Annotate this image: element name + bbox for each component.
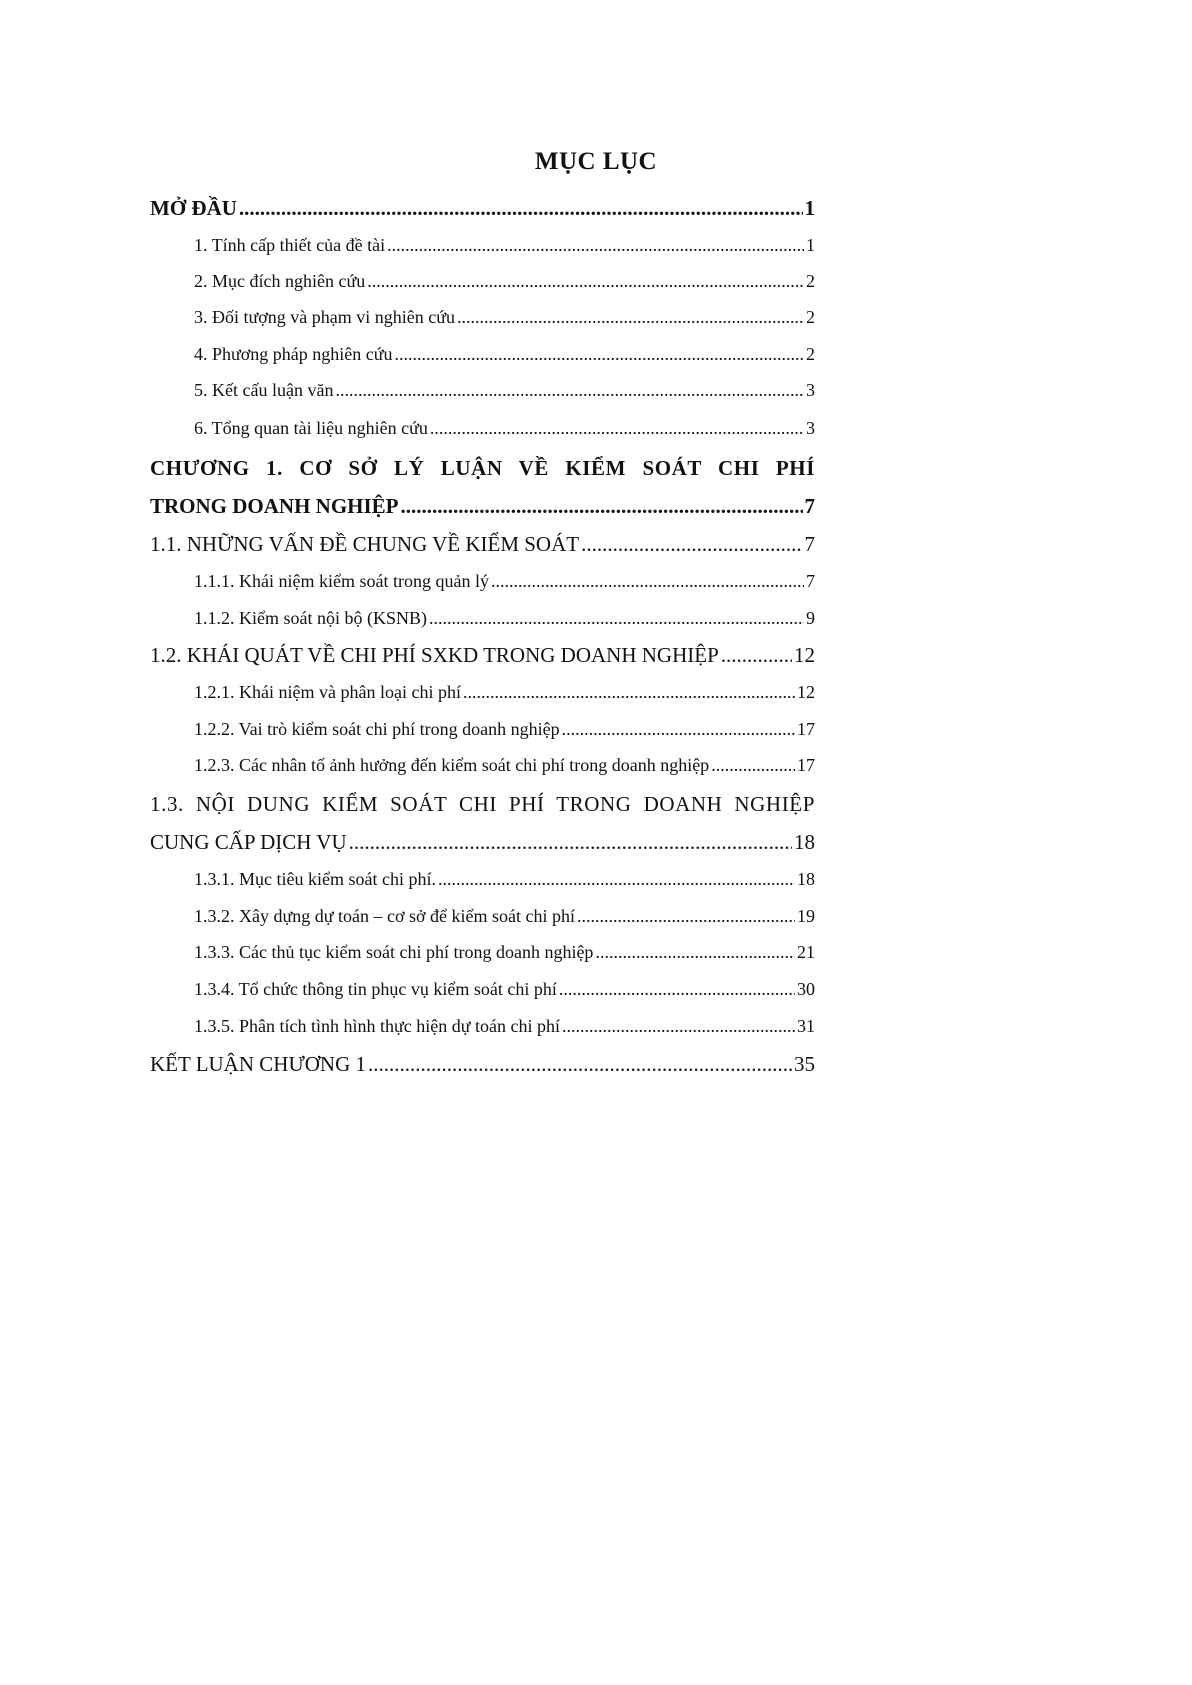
toc-entry-label: 1.3.1. Mục tiêu kiểm soát chi phí. bbox=[194, 869, 436, 889]
toc-entry-page: 17 bbox=[797, 755, 815, 775]
toc-entry-page: 17 bbox=[797, 719, 815, 739]
toc-entry-label: 1.2.2. Vai trò kiểm soát chi phí trong doanh nghiệp bbox=[194, 719, 560, 739]
dot-leader bbox=[368, 1052, 792, 1077]
dot-leader bbox=[239, 196, 803, 221]
toc-entry-label: 1.1.1. Khái niệm kiểm soát trong quản lý bbox=[194, 571, 489, 591]
dot-leader bbox=[335, 380, 804, 401]
toc-entry[interactable] bbox=[194, 271, 815, 292]
toc-entry-page: 18 bbox=[794, 830, 815, 854]
toc-entry-page: 2 bbox=[806, 271, 815, 291]
toc-entry-label: 4. Phương pháp nghiên cứu bbox=[194, 344, 393, 364]
toc-entry[interactable] bbox=[194, 906, 815, 927]
toc-entry-page: 7 bbox=[806, 571, 815, 591]
toc-entry-label: 1.3.5. Phân tích tình hình thực hiện dự toán chi phí bbox=[194, 1016, 560, 1036]
dot-leader bbox=[387, 235, 804, 256]
toc-entry-label: KẾT LUẬN CHƯƠNG 1 bbox=[150, 1052, 366, 1076]
toc-entry[interactable] bbox=[194, 979, 815, 1000]
toc-entry[interactable] bbox=[194, 1016, 815, 1037]
toc-entry-page: 21 bbox=[797, 942, 815, 962]
toc-entry-page: 9 bbox=[806, 608, 815, 628]
toc-entry[interactable] bbox=[150, 1052, 815, 1077]
dot-leader bbox=[721, 643, 792, 668]
toc-entry[interactable] bbox=[194, 869, 815, 890]
dot-leader bbox=[401, 494, 803, 519]
dot-leader bbox=[559, 979, 795, 1000]
toc-entry[interactable] bbox=[150, 643, 815, 668]
dot-leader bbox=[429, 608, 804, 629]
toc-entry[interactable] bbox=[194, 418, 815, 439]
dot-leader bbox=[367, 271, 804, 292]
toc-entry-page: 31 bbox=[797, 1016, 815, 1036]
dot-leader bbox=[562, 1016, 795, 1037]
toc-entry-chapter[interactable] bbox=[150, 456, 815, 519]
toc-entry[interactable] bbox=[194, 719, 815, 740]
toc-entry-label: 2. Mục đích nghiên cứu bbox=[194, 271, 366, 291]
toc-entry-label: 1.1. NHỮNG VẤN ĐỀ CHUNG VỀ KIỂM SOÁT bbox=[150, 532, 580, 556]
dot-leader bbox=[491, 571, 804, 592]
toc-entry-page: 35 bbox=[794, 1052, 815, 1076]
toc-entry-page: 3 bbox=[806, 380, 815, 400]
toc-entry-label: 3. Đối tượng và phạm vi nghiên cứu bbox=[194, 307, 455, 327]
dot-leader bbox=[438, 869, 795, 890]
toc-entry-page: 18 bbox=[797, 869, 815, 889]
toc-entry-page: 30 bbox=[797, 979, 815, 999]
toc-entry[interactable] bbox=[194, 307, 815, 328]
toc-entry-label: 1.2.1. Khái niệm và phân loại chi phí bbox=[194, 682, 461, 702]
page-title: MỤC LỤC bbox=[534, 148, 658, 175]
toc-entry-label: 1.3.3. Các thủ tục kiểm soát chi phí trong doanh nghiệp bbox=[194, 942, 594, 962]
toc-entry-label: 6. Tổng quan tài liệu nghiên cứu bbox=[194, 418, 428, 438]
dot-leader bbox=[463, 682, 795, 703]
toc-entry-page: 1 bbox=[804, 196, 815, 220]
toc-entry-page: 7 bbox=[804, 532, 815, 556]
dot-leader bbox=[577, 906, 795, 927]
toc-entry-page: 3 bbox=[806, 418, 815, 438]
dot-leader bbox=[457, 307, 804, 328]
toc-entry-page: 12 bbox=[797, 682, 815, 702]
toc-entry-page: 19 bbox=[797, 906, 815, 926]
toc-entry[interactable] bbox=[194, 235, 815, 256]
toc-entry[interactable] bbox=[194, 682, 815, 703]
toc-entry-label: 5. Kết cấu luận văn bbox=[194, 380, 334, 400]
toc-entry[interactable] bbox=[194, 571, 815, 592]
toc-entry-label: 1. Tính cấp thiết của đề tài bbox=[194, 235, 386, 255]
toc-entry-label: 1.3.4. Tổ chức thông tin phục vụ kiểm soát chi phí bbox=[194, 979, 557, 999]
dot-leader bbox=[711, 755, 795, 776]
toc-entry[interactable] bbox=[194, 755, 815, 776]
toc-entry[interactable] bbox=[194, 344, 815, 365]
dot-leader bbox=[430, 418, 804, 439]
toc-entry[interactable] bbox=[194, 942, 815, 963]
dot-leader bbox=[349, 830, 792, 855]
toc-entry-page: 2 bbox=[806, 344, 815, 364]
dot-leader bbox=[562, 719, 795, 740]
dot-leader bbox=[595, 942, 795, 963]
toc-entry-label: 1.3.2. Xây dựng dự toán – cơ sở để kiểm soát chi phí bbox=[194, 906, 575, 926]
dot-leader bbox=[395, 344, 804, 365]
toc-entry-label: MỞ ĐẦU bbox=[150, 196, 237, 220]
toc-entry-label: 1.1.2. Kiểm soát nội bộ (KSNB) bbox=[194, 608, 427, 628]
toc-entry[interactable] bbox=[194, 608, 815, 629]
toc-entry-label: 1.2. KHÁI QUÁT VỀ CHI PHÍ SXKD TRONG DOANH NGHIỆP bbox=[150, 643, 719, 667]
toc-entry-label: 1.2.3. Các nhân tố ảnh hưởng đến kiểm soát chi phí trong doanh nghiệp bbox=[194, 755, 710, 775]
toc-entry-label: 1.3. NỘI DUNG KIỂM SOÁT CHI PHÍ TRONG DOANH NGHIỆP bbox=[150, 792, 815, 816]
toc-entry[interactable] bbox=[150, 532, 815, 557]
toc-entry-page: 12 bbox=[794, 643, 815, 667]
toc-entry[interactable] bbox=[194, 380, 815, 401]
toc-entry[interactable] bbox=[150, 196, 815, 221]
toc-entry-label: CHƯƠNG 1. CƠ SỞ LÝ LUẬN VỀ KIỂM SOÁT CHI PHÍ bbox=[150, 456, 815, 480]
dot-leader bbox=[581, 532, 802, 557]
toc-entry-label-cont: CUNG CẤP DỊCH VỤ bbox=[150, 830, 347, 854]
toc-entry-label-cont: TRONG DOANH NGHIỆP bbox=[150, 494, 399, 518]
toc-entry-section[interactable] bbox=[150, 792, 815, 855]
toc-entry-page: 1 bbox=[806, 235, 815, 255]
toc-entry-page: 2 bbox=[806, 307, 815, 327]
toc-entry-page: 7 bbox=[804, 494, 815, 518]
